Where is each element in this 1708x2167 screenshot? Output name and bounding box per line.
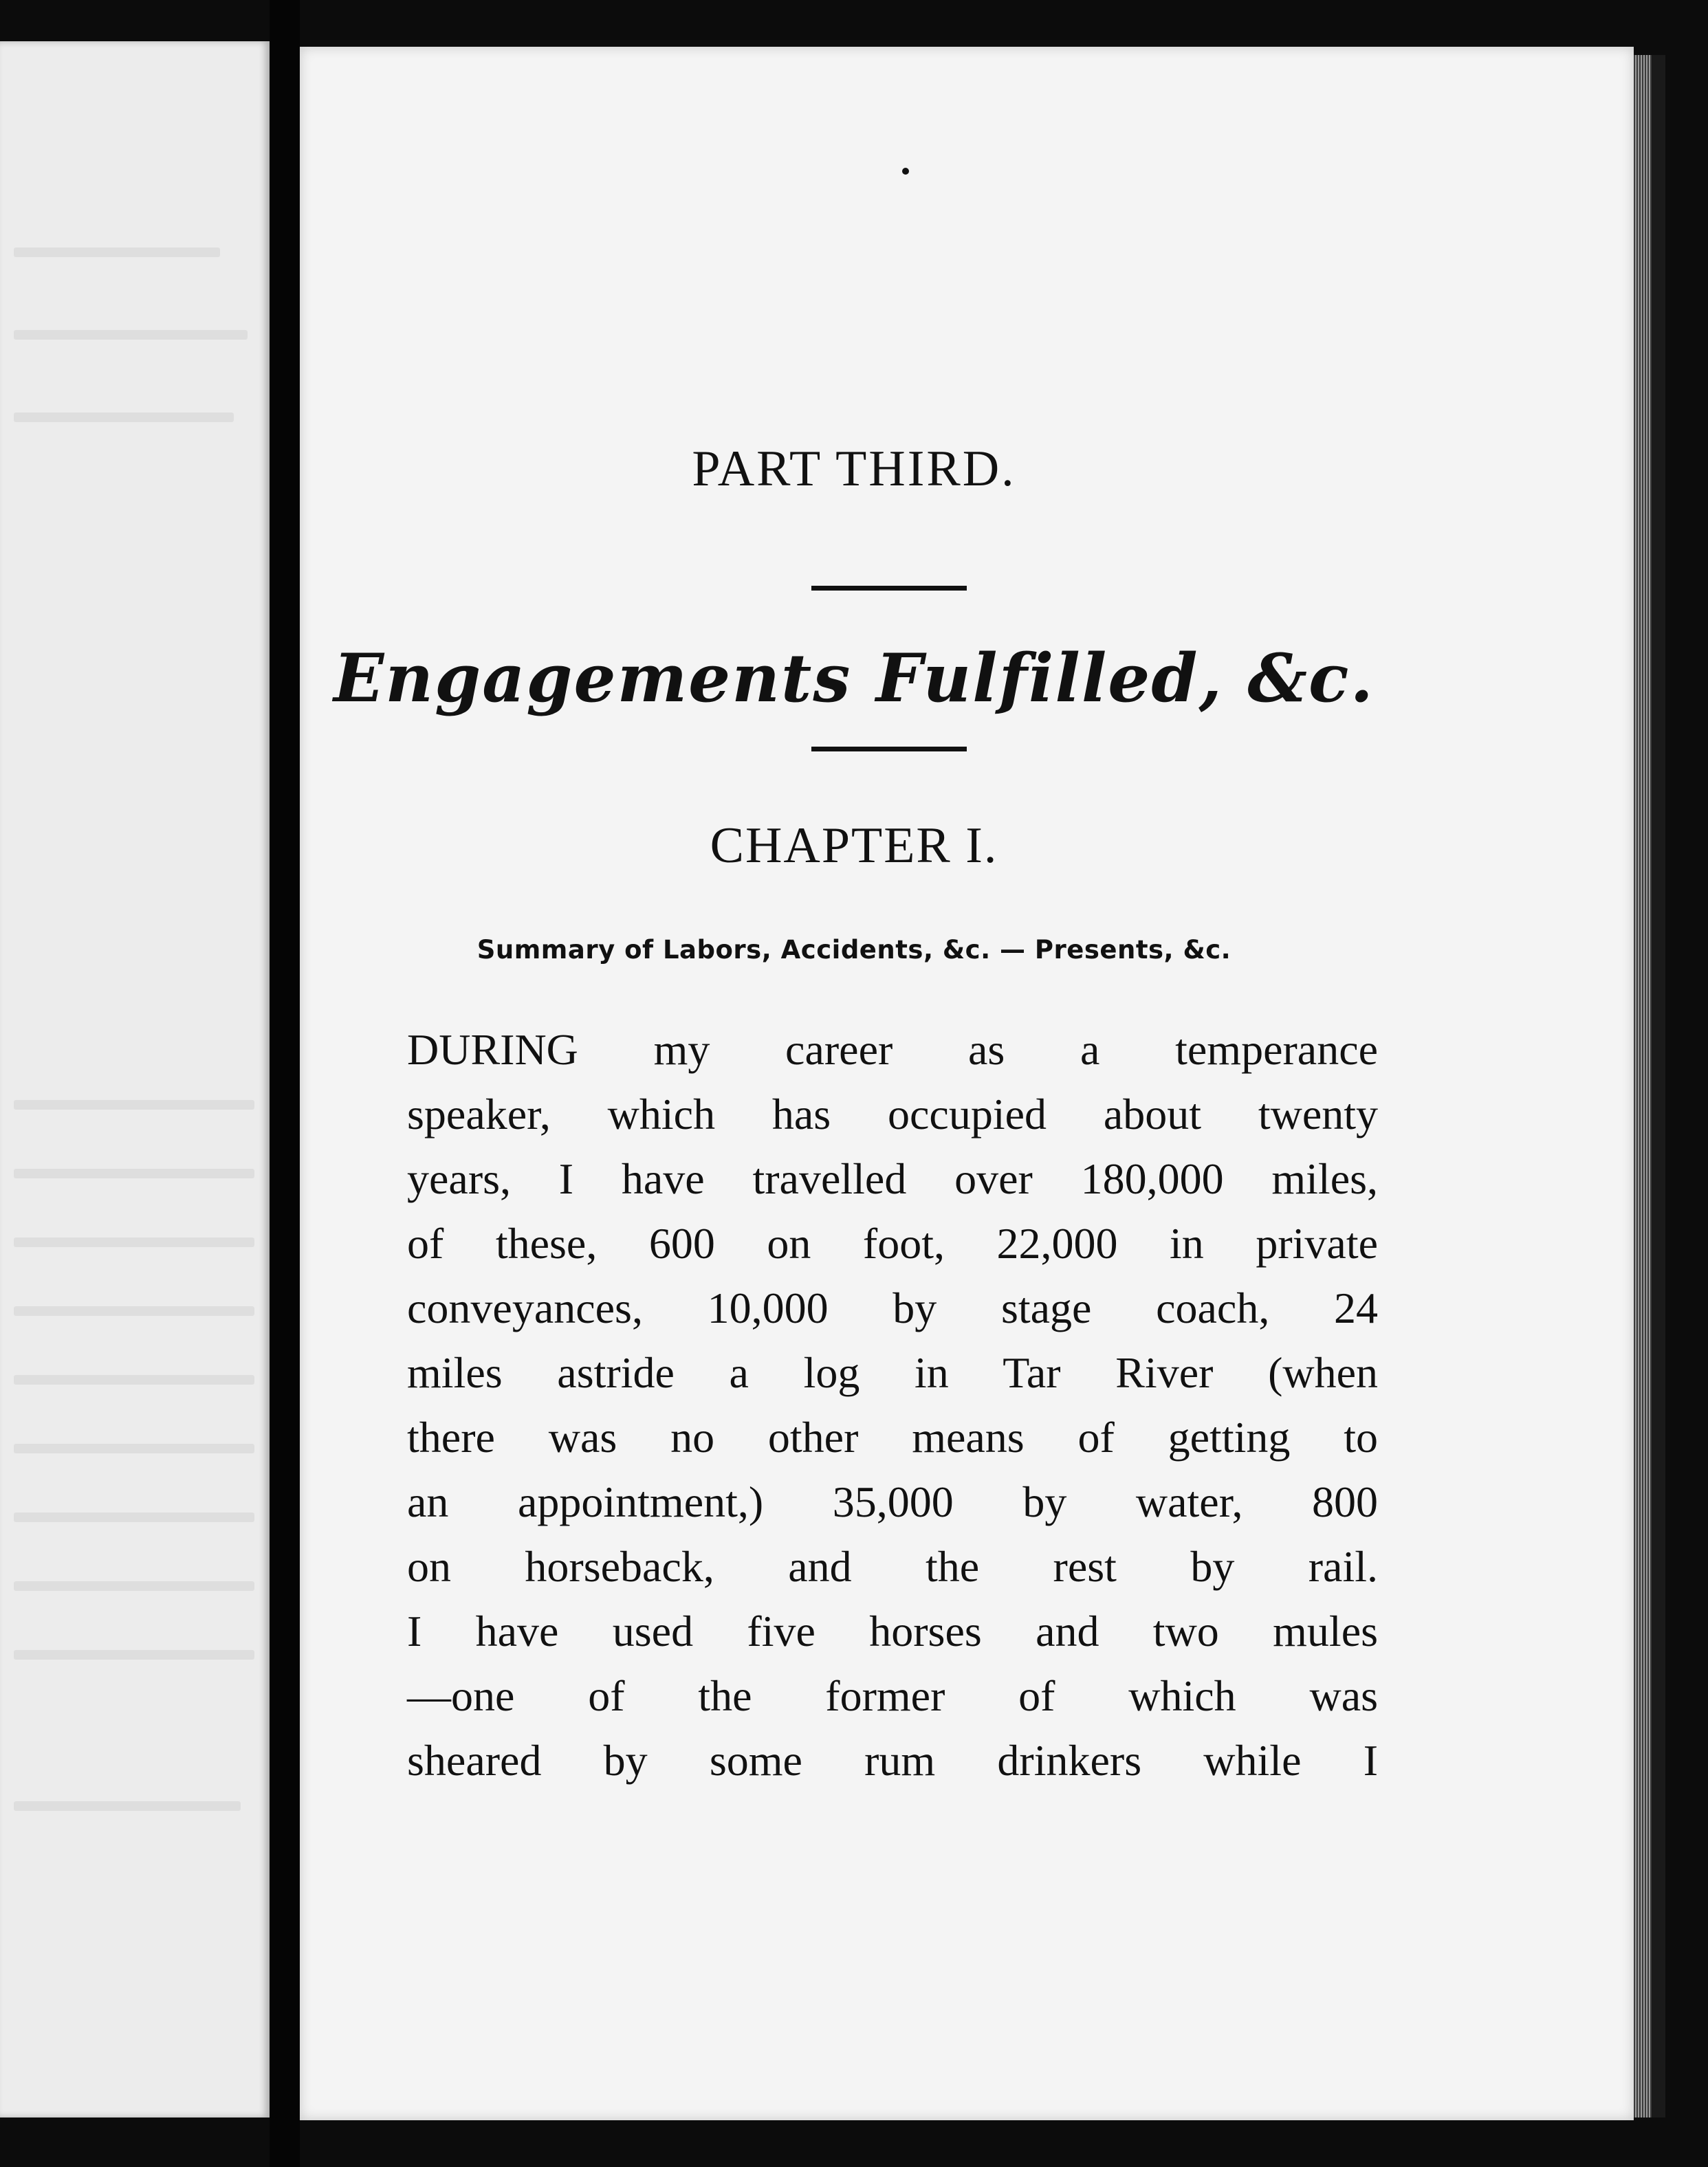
body-line: an appointment,) 35,000 by water, 800 xyxy=(407,1477,1378,1526)
bleed-through-line xyxy=(14,1238,254,1247)
bleed-through-line xyxy=(14,1444,254,1453)
body-line: sheared by some rum drinkers while I xyxy=(407,1736,1378,1785)
bleed-through-line xyxy=(14,1581,254,1591)
bleed-through-line xyxy=(14,1306,254,1316)
body-paragraph xyxy=(407,1018,1378,1793)
body-line: of these, 600 on foot, 22,000 in private xyxy=(407,1219,1378,1268)
body-line: I have used five horses and two mules xyxy=(407,1607,1378,1656)
chapter-title: CHAPTER I. xyxy=(710,817,998,874)
body-line: —one of the former of which was xyxy=(407,1671,1378,1720)
book-edge-shadow xyxy=(1652,55,1665,2118)
section-title: Engagements Fulfilled, &c. xyxy=(333,639,1375,717)
body-line: conveyances, 10,000 by stage coach, 24 xyxy=(407,1284,1378,1332)
bleed-through-line xyxy=(14,248,220,257)
body-line: there was no other means of getting to xyxy=(407,1413,1378,1462)
ink-speck xyxy=(902,168,909,175)
body-line: miles astride a log in Tar River (when xyxy=(407,1348,1378,1397)
bleed-through-line xyxy=(14,1801,241,1811)
body-line: years, I have travelled over 180,000 miles, xyxy=(407,1154,1378,1203)
body-line: DURING my career as a temperance xyxy=(407,1025,1378,1074)
book-gutter xyxy=(270,0,300,2167)
page-edges xyxy=(1634,55,1652,2118)
bleed-through-line xyxy=(14,330,248,340)
facing-page-left xyxy=(0,41,270,2118)
body-line: speaker, which has occupied about twenty xyxy=(407,1090,1378,1138)
bleed-through-line xyxy=(14,1512,254,1522)
body-line: on horseback, and the rest by rail. xyxy=(407,1542,1378,1591)
bleed-through-line xyxy=(14,1169,254,1178)
divider-rule-top xyxy=(811,586,967,591)
chapter-summary: Summary of Labors, Accidents, &c. — Presents, &c. xyxy=(477,935,1231,965)
divider-rule-bottom xyxy=(811,747,967,751)
bleed-through-line xyxy=(14,1650,254,1660)
bleed-through-line xyxy=(14,412,234,422)
bleed-through-line xyxy=(14,1100,254,1110)
part-title: PART THIRD. xyxy=(692,441,1016,497)
bleed-through-line xyxy=(14,1375,254,1385)
